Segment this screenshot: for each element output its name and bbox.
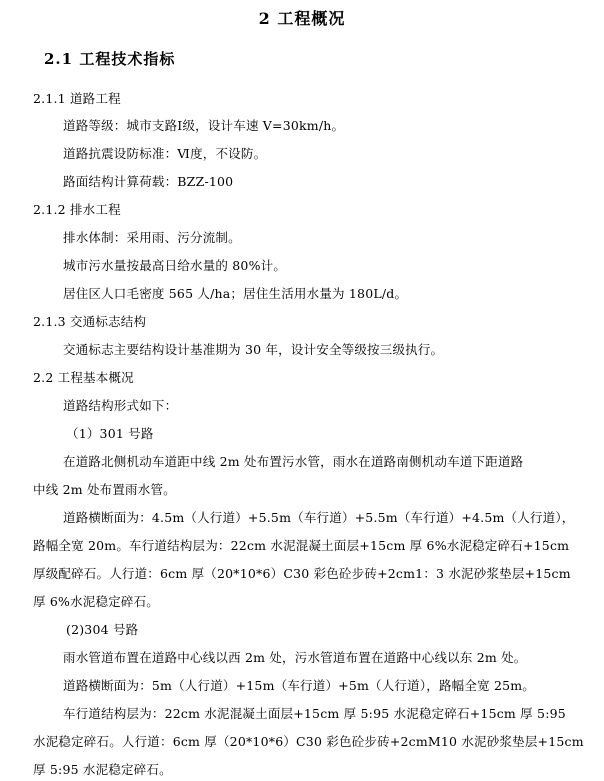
road304-paragraph-line: 雨水管道布置在道路中心线以西 2m 处，污水管道布置在道路中心线以东 2m 处。 [63, 650, 527, 665]
road301-paragraph-line: 在道路北侧机动车道距中线 2m 处布置污水管，雨水在道路南侧机动车道下距道路 [63, 454, 524, 469]
road301-paragraph-line: 路幅全宽 20m。车行道结构层为：22cm 水泥混凝土面层+15cm 厚 6%水泥稳定碎石+15cm [33, 538, 570, 553]
traffic-heading: 2.1.3 交通标志结构 [33, 314, 147, 329]
road304-paragraph-line: 车行道结构层为：22cm 水泥混凝土面层+15cm 厚 5:95 水泥稳定碎石+15cm 厚 5:95 [63, 706, 566, 721]
traffic-text: 交通标志主要结构设计基准期为 30 年，设计安全等级按三级执行。 [63, 342, 444, 357]
drainage-heading: 2.1.2 排水工程 [33, 202, 121, 217]
overview-heading: 2.2 工程基本概况 [33, 370, 134, 385]
chapter-title: 2 工程概况 [258, 9, 346, 28]
road-grade: 道路等级：城市支路Ⅰ级，设计车速 V=30km/h。 [63, 118, 345, 133]
road301-paragraph-line: 中线 2m 处布置雨水管。 [33, 482, 176, 497]
road-load: 路面结构计算荷载：BZZ-100 [63, 174, 234, 189]
road301-paragraph-line: 厚级配碎石。人行道：6cm 厚（20*10*6）C30 彩色砼步砖+2cm1：3 水泥砂浆垫层+15cm [33, 566, 571, 581]
road304-paragraph-line: 水泥稳定碎石。人行道：6cm 厚（20*10*6）C30 彩色砼步砖+2cmM10 水泥砂浆垫层+15cm [33, 734, 584, 749]
road304-title: (2)304 号路 [66, 622, 139, 637]
drainage-system: 排水体制：采用雨、污分流制。 [63, 230, 241, 245]
road304-paragraph-line: 厚 5:95 水泥稳定碎石。 [33, 762, 172, 777]
drainage-sewage: 城市污水量按最高日给水量的 80%计。 [63, 258, 287, 273]
road-seismic: 道路抗震设防标准：Ⅵ度，不设防。 [63, 146, 267, 161]
road301-title: （1）301 号路 [66, 426, 154, 441]
drainage-population: 居住区人口毛密度 565 人/ha；居住生活用水量为 180L/d。 [63, 286, 408, 301]
section-title: 2.1 工程技术指标 [44, 50, 176, 68]
road301-paragraph-line: 厚 6%水泥稳定碎石。 [33, 594, 160, 609]
road-heading: 2.1.1 道路工程 [33, 91, 121, 106]
road304-paragraph-line: 道路横断面为：5m（人行道）+15m（车行道）+5m（人行道），路幅全宽 25m。 [63, 678, 536, 693]
overview-intro: 道路结构形式如下： [63, 398, 178, 413]
road301-paragraph-line: 道路横断面为：4.5m（人行道）+5.5m（车行道）+5.5m（车行道）+4.5m（人行道）， [63, 510, 575, 525]
